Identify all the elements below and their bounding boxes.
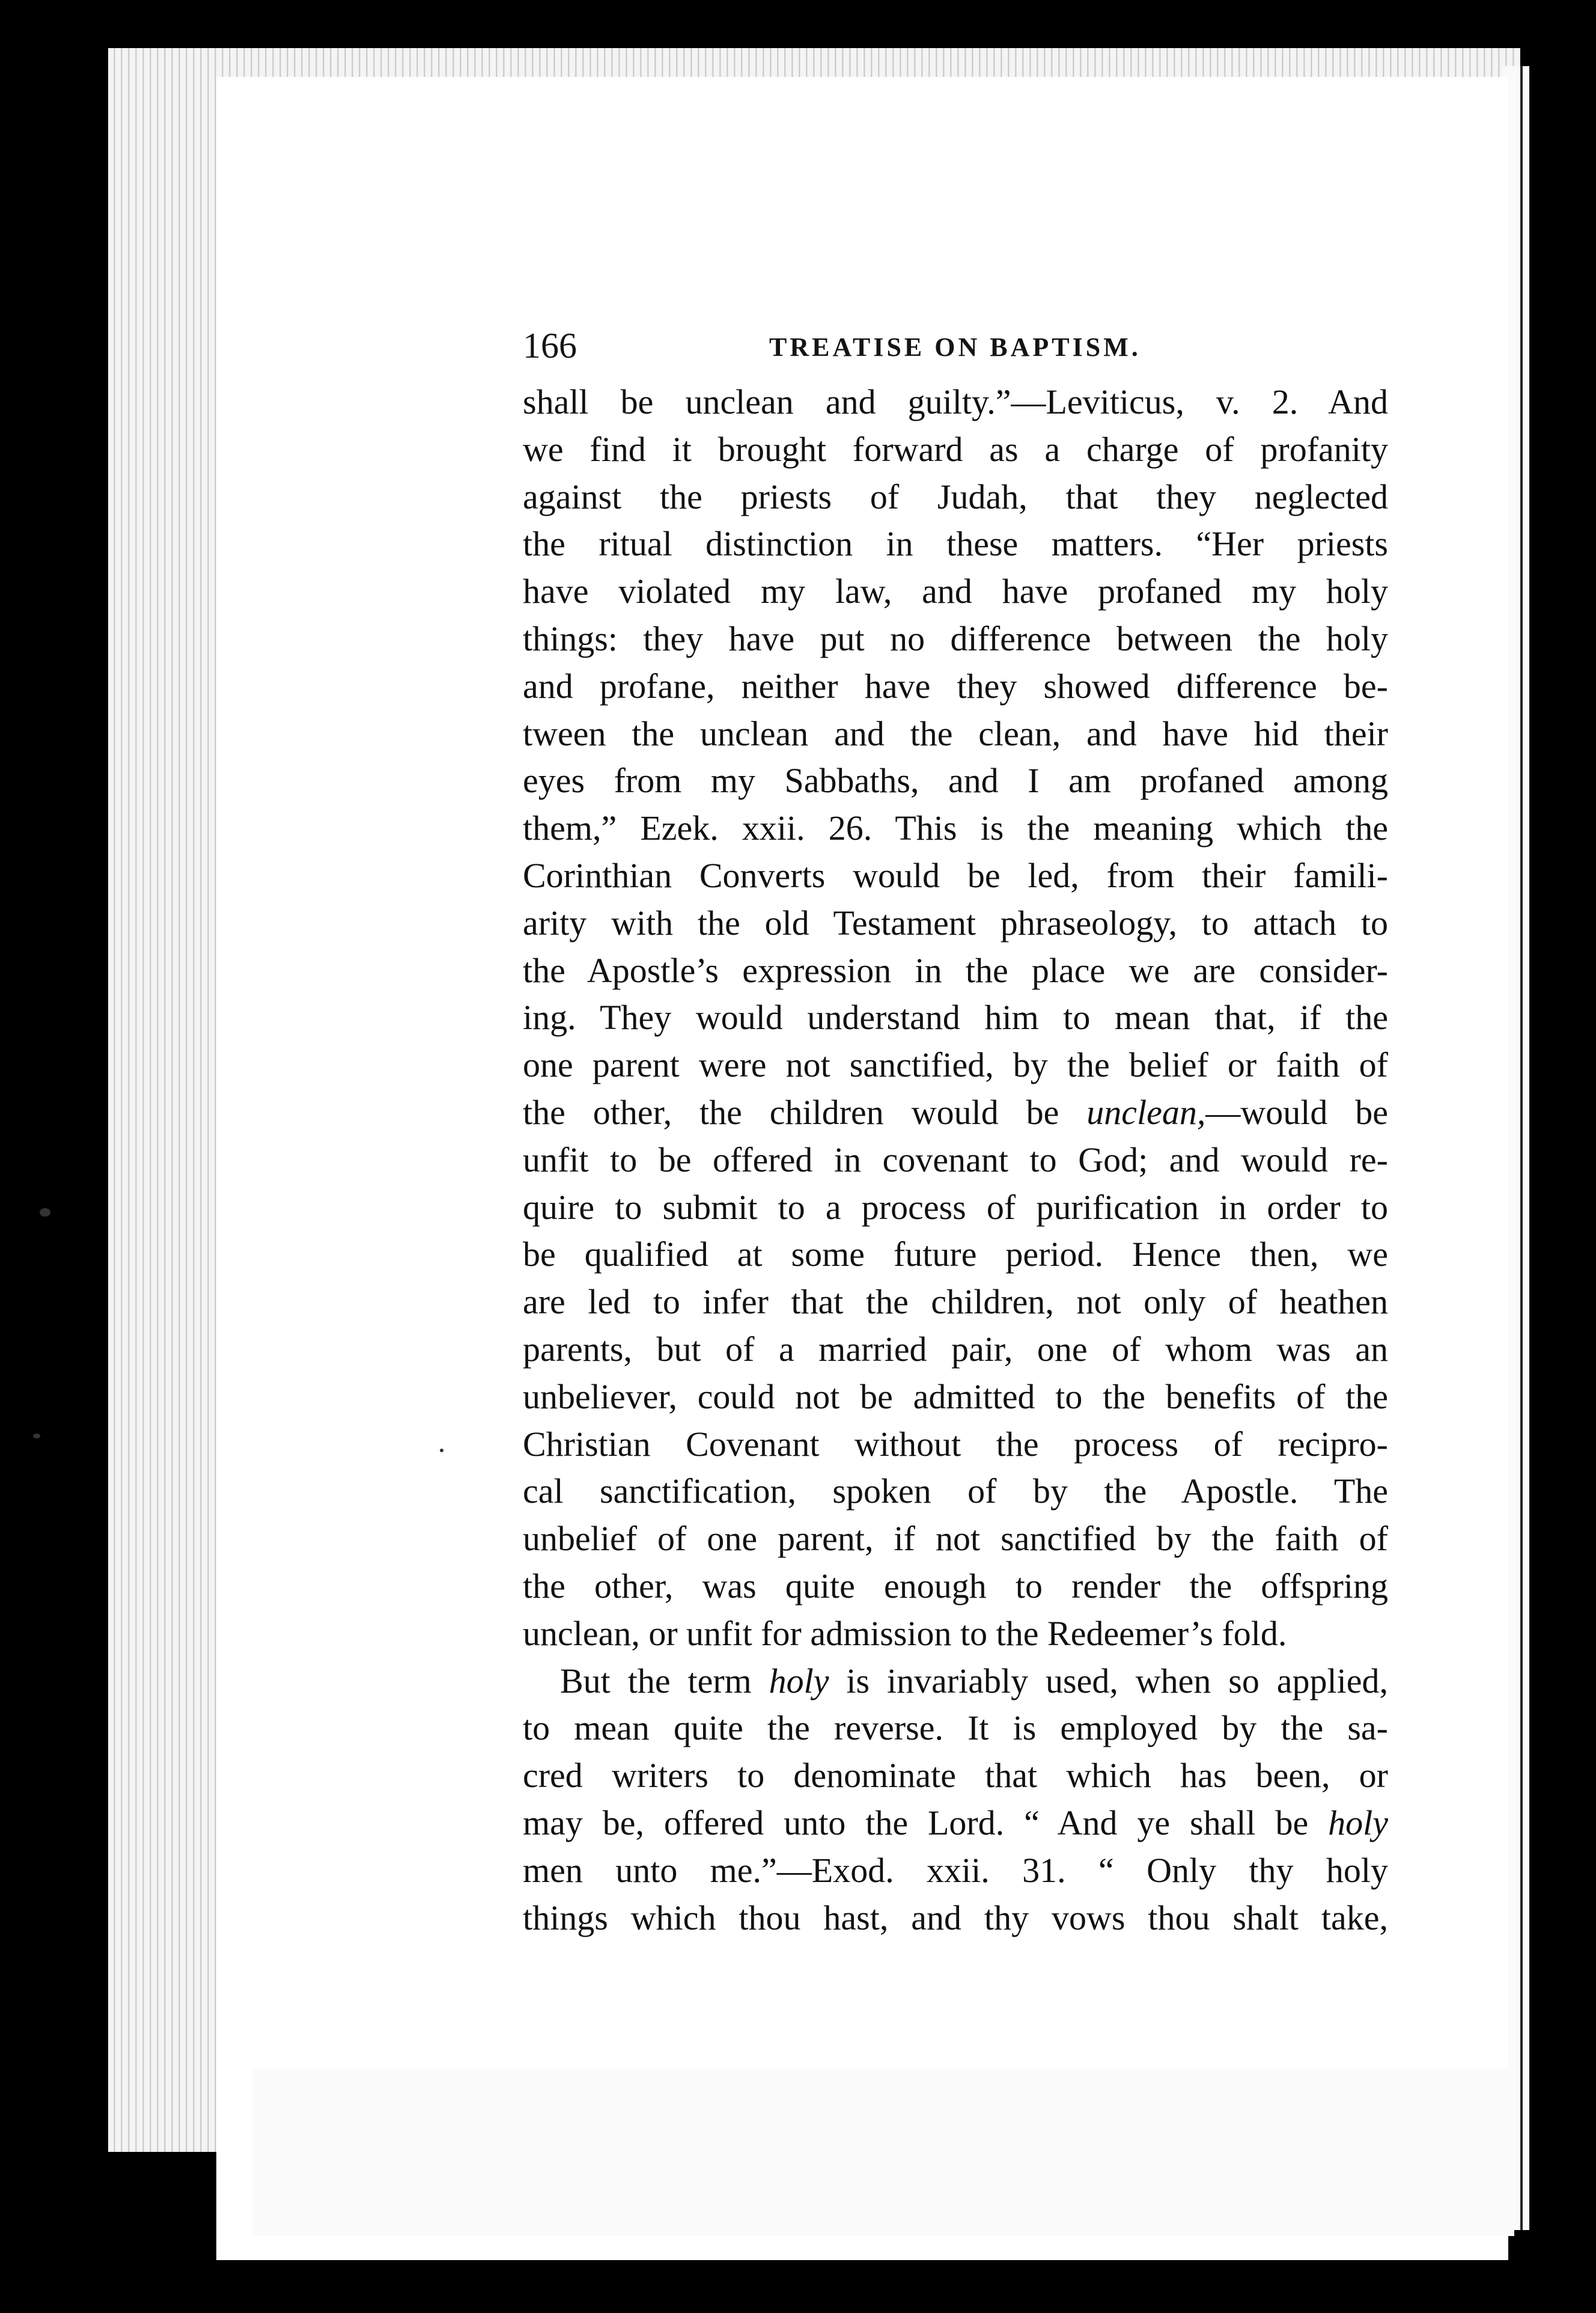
page-bottom-edge [252, 2068, 1514, 2236]
text-line-content: cal sanctification, spoken of by the Apostle. The [523, 1471, 1388, 1511]
text-line [523, 1137, 1388, 1184]
italic-emphasis: holy [1328, 1803, 1388, 1842]
text-line-content: Christian Covenant without the process of recipro- [523, 1424, 1388, 1464]
text-line [523, 1468, 1388, 1515]
text-line [523, 947, 1388, 995]
text-line [523, 805, 1388, 852]
text-line [523, 1563, 1388, 1610]
text-line [523, 852, 1388, 900]
running-head [523, 322, 1376, 370]
scan-speck [440, 1449, 443, 1452]
text-line [523, 1658, 1388, 1705]
text-line-content: quire to submit to a process of purification in order to [523, 1187, 1388, 1227]
text-line-content: things: they have put no difference between the holy [523, 619, 1388, 658]
text-line-content: may be, offered unto the Lord. “ And ye shall be [523, 1803, 1329, 1842]
text-line [523, 1895, 1388, 1942]
text-line [523, 1800, 1388, 1847]
text-line-content: things which thou hast, and thy vows thou shalt take, [523, 1898, 1388, 1937]
text-line [523, 1089, 1388, 1137]
text-line-content: the Apostle’s expression in the place we are consider- [523, 950, 1388, 990]
text-line-content: one parent were not sanctified, by the belief or faith of [523, 1045, 1388, 1085]
text-line-content: unfit to be offered in covenant to God; and would re- [523, 1140, 1388, 1179]
text-line [523, 379, 1388, 426]
text-line [523, 1421, 1388, 1468]
text-line-content: the ritual distinction in these matters. “Her priests [523, 524, 1388, 564]
italic-emphasis: holy [769, 1661, 829, 1700]
text-line-content: unbeliever, could not be admitted to the benefits of the [523, 1376, 1388, 1416]
text-line [523, 1231, 1388, 1279]
text-line-content: shall be unclean and guilty.”—Leviticus, v. 2. And [523, 382, 1388, 421]
scan-speck [33, 1434, 40, 1438]
text-line [523, 1705, 1388, 1752]
scan-speck [40, 1208, 50, 1217]
text-line-content: is invariably used, when so applied, [829, 1661, 1388, 1700]
text-line [523, 1042, 1388, 1089]
text-line-content: the other, was quite enough to render the offspring [523, 1566, 1388, 1606]
text-line-content: unclean, or unfit for admission to the Redeemer’s fold. [523, 1613, 1287, 1653]
text-line-content: be qualified at some future period. Hence then, we [523, 1235, 1388, 1274]
text-line [523, 1752, 1388, 1800]
text-line [523, 1184, 1388, 1232]
page-number: 166 [523, 326, 577, 365]
text-line-content: are led to infer that the children, not only of heathen [523, 1282, 1388, 1322]
text-line [523, 1610, 1388, 1658]
text-line [523, 900, 1388, 947]
text-line [523, 616, 1388, 663]
text-line [523, 1847, 1388, 1895]
text-line-content: arity with the old Testament phraseology, to attach to [523, 903, 1388, 943]
text-line [523, 1515, 1388, 1563]
text-line-content: But the term [560, 1661, 769, 1700]
text-line-content: the other, the children would be [523, 1092, 1087, 1132]
text-line-content: men unto me.”—Exod. xxii. 31. “ Only thy holy [523, 1850, 1388, 1890]
text-line-content: to mean quite the reverse. It is employed by the sa- [523, 1708, 1388, 1748]
text-line-content: have violated my law, and have profaned my holy [523, 572, 1388, 611]
text-line-content: and profane, neither have they showed difference be- [523, 666, 1388, 706]
running-title: TREATISE ON BAPTISM. [769, 332, 1141, 362]
text-line [523, 474, 1388, 521]
text-line-content: —would be [1205, 1092, 1388, 1132]
text-line [523, 710, 1388, 758]
text-line [523, 1279, 1388, 1326]
text-line [523, 1326, 1388, 1373]
text-line [523, 521, 1388, 568]
scanner-bottom-border [0, 2260, 1596, 2313]
body-text [523, 379, 1388, 1942]
text-line [523, 757, 1388, 805]
text-line-content: parents, but of a married pair, one of whom was an [523, 1329, 1388, 1369]
italic-emphasis: unclean, [1086, 1092, 1206, 1132]
text-line [523, 426, 1388, 474]
text-line-content: them,” Ezek. xxii. 26. This is the meaning which the [523, 808, 1388, 848]
page-gutter-line [1520, 66, 1523, 2230]
text-line [523, 663, 1388, 710]
text-line-content: unbelief of one parent, if not sanctified by the faith of [523, 1519, 1388, 1559]
text-line [523, 568, 1388, 616]
text-line-content: eyes from my Sabbaths, and I am profaned among [523, 761, 1388, 801]
text-line-content: Corinthian Converts would be led, from their famili- [523, 855, 1388, 895]
text-line [523, 994, 1388, 1042]
text-line [523, 1373, 1388, 1421]
text-line-content: ing. They would understand him to mean that, if the [523, 998, 1388, 1037]
text-line-content: tween the unclean and the clean, and have hid their [523, 713, 1388, 753]
text-line-content: we find it brought forward as a charge of profanity [523, 429, 1388, 469]
text-line-content: against the priests of Judah, that they neglected [523, 477, 1388, 516]
text-line-content: cred writers to denominate that which has been, or [523, 1756, 1388, 1795]
